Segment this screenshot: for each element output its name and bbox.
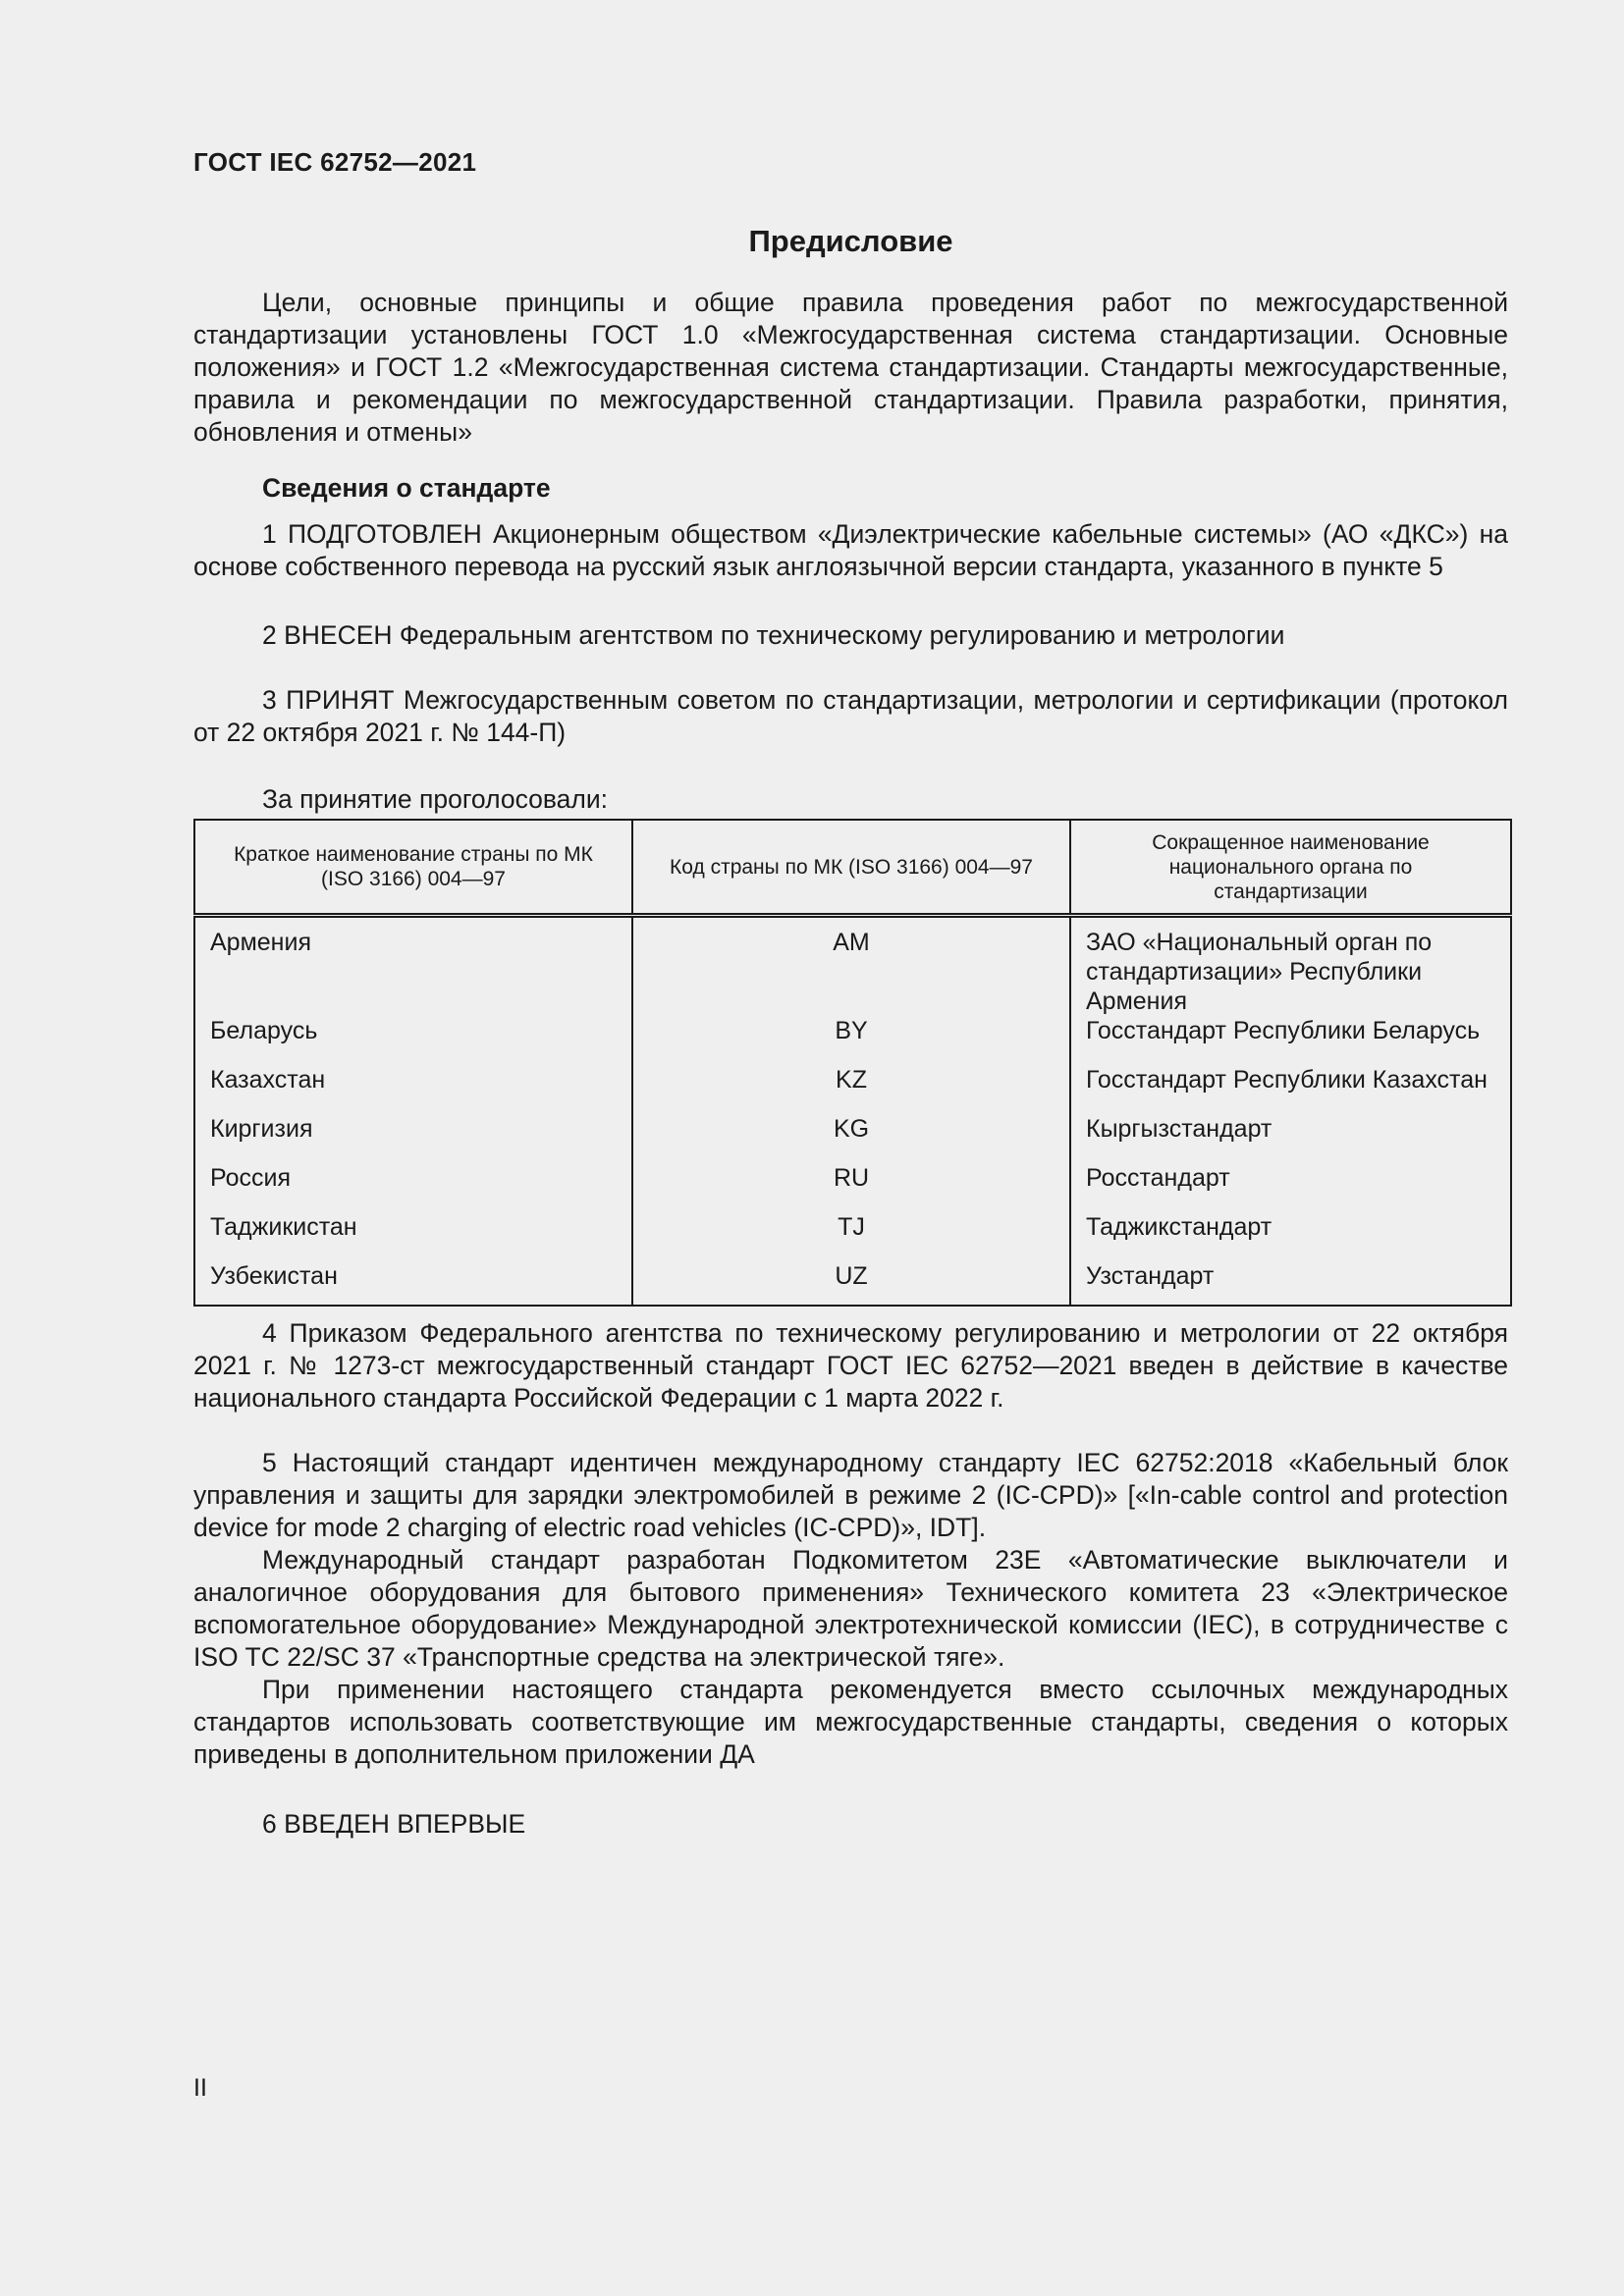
standards-body: Госстандарт Республики Беларусь bbox=[1070, 1016, 1511, 1065]
header-country-code: Код страны по МК (ISO 3166) 004—97 bbox=[632, 820, 1070, 916]
country-code: AM bbox=[632, 916, 1070, 1017]
table-row bbox=[194, 916, 1511, 1017]
item-2 bbox=[193, 619, 1508, 652]
standards-body: Таджикстандарт bbox=[1070, 1212, 1511, 1261]
document-code-header: ГОСТ IEC 62752—2021 bbox=[193, 147, 477, 177]
page-number: II bbox=[193, 2074, 207, 2102]
country-name: Беларусь bbox=[210, 1017, 318, 1044]
item-5 bbox=[193, 1447, 1508, 1771]
item-5-paragraph-2: Международный стандарт разработан Подкомитетом 23E «Автоматические выключатели и аналогичное оборудования для бытового применения» Технического комитета 23 «Электрическое вспомогательное оборудование» Международной электротехнической комиссии (IEC), в сотрудничестве с ISO TC 22/SC 37 «Транспортные средства на электрической тяге». bbox=[193, 1545, 1508, 1672]
item-1-text: 1 ПОДГОТОВЛЕН Акционерным обществом «Диэлектрические кабельные системы» (АО «ДКС») на основе собственного перевода на русский язык англоязычной версии стандарта, указанного в пункте 5 bbox=[193, 519, 1508, 581]
table-row bbox=[194, 1212, 1511, 1261]
document-page bbox=[193, 0, 1508, 2296]
standards-body: Узстандарт bbox=[1070, 1261, 1511, 1306]
country-code: TJ bbox=[632, 1212, 1070, 1261]
country-name: Армения bbox=[210, 929, 311, 956]
info-heading: Сведения о стандарте bbox=[262, 473, 551, 503]
standards-body: Госстандарт Республики Казахстан bbox=[1070, 1065, 1511, 1114]
country-name: Киргизия bbox=[210, 1115, 313, 1143]
intro-text: Цели, основные принципы и общие правила проведения работ по межгосударственной стандартизации установлены ГОСТ 1.0 «Межгосударственная система стандартизации. Основные положения» и ГОСТ 1.2 «Межгосударственная система стандартизации. Стандарты межгосударственные, правила и рекомендации по межгосударственной стандартизации. Правила разработки, принятия, обновления и отмены» bbox=[193, 288, 1508, 447]
country-name: Узбекистан bbox=[210, 1262, 338, 1290]
item-5-text: 5 Настоящий стандарт идентичен международному стандарту IEC 62752:2018 «Кабельный блок управления и защиты для зарядки электромобилей в режиме 2 (IC-CPD)» [«In-cable control and protection device for mode 2 charging of electric road vehicles (IC-CPD)», IDT]. bbox=[193, 1448, 1508, 1542]
country-code: KZ bbox=[632, 1065, 1070, 1114]
item-4 bbox=[193, 1317, 1508, 1415]
table-row bbox=[194, 1016, 1511, 1065]
header-country-name: Краткое наименование страны по МК (ISO 3166) 004—97 bbox=[194, 820, 632, 916]
member-states-table bbox=[193, 819, 1512, 1307]
standards-body: Кыргызстандарт bbox=[1070, 1114, 1511, 1163]
item-5-paragraph-3: При применении настоящего стандарта рекомендуется вместо ссылочных международных стандартов использовать соответствующие им межгосударственные стандарты, сведения о которых приведены в дополнительном приложении ДА bbox=[193, 1675, 1508, 1769]
country-code: RU bbox=[632, 1163, 1070, 1212]
country-name: Таджикистан bbox=[210, 1213, 357, 1241]
intro-paragraph bbox=[193, 287, 1508, 449]
standards-body: ЗАО «Национальный орган по стандартизации» Республики Армения bbox=[1070, 916, 1511, 1017]
item-2-text: 2 ВНЕСЕН Федеральным агентством по техническому регулированию и метрологии bbox=[262, 620, 1285, 650]
country-code: KG bbox=[632, 1114, 1070, 1163]
country-name: Россия bbox=[210, 1164, 291, 1192]
item-1 bbox=[193, 518, 1508, 583]
item-3-text: 3 ПРИНЯТ Межгосударственным советом по стандартизации, метрологии и сертификации (протокол от 22 октября 2021 г. № 144-П) bbox=[193, 685, 1508, 747]
table-row bbox=[194, 1065, 1511, 1114]
table-header-row bbox=[194, 820, 1511, 916]
header-standards-body: Сокращенное наименование национального органа по стандартизации bbox=[1070, 820, 1511, 916]
table-row bbox=[194, 1261, 1511, 1306]
vote-label: За принятие проголосовали: bbox=[262, 784, 609, 814]
item-3 bbox=[193, 684, 1508, 749]
item-6: 6 ВВЕДЕН ВПЕРВЫЕ bbox=[262, 1809, 526, 1839]
standards-body: Росстандарт bbox=[1070, 1163, 1511, 1212]
country-name: Казахстан bbox=[210, 1066, 326, 1094]
item-4-text: 4 Приказом Федерального агентства по техническому регулированию и метрологии от 22 октября 2021 г. № 1273-ст межгосударственный стандарт ГОСТ IEC 62752—2021 введен в действие в качестве национального стандарта Российской Федерации с 1 марта 2022 г. bbox=[193, 1318, 1508, 1413]
table-row bbox=[194, 1163, 1511, 1212]
country-code: BY bbox=[632, 1016, 1070, 1065]
page-title: Предисловие bbox=[748, 224, 953, 258]
country-code: UZ bbox=[632, 1261, 1070, 1306]
table-row bbox=[194, 1114, 1511, 1163]
